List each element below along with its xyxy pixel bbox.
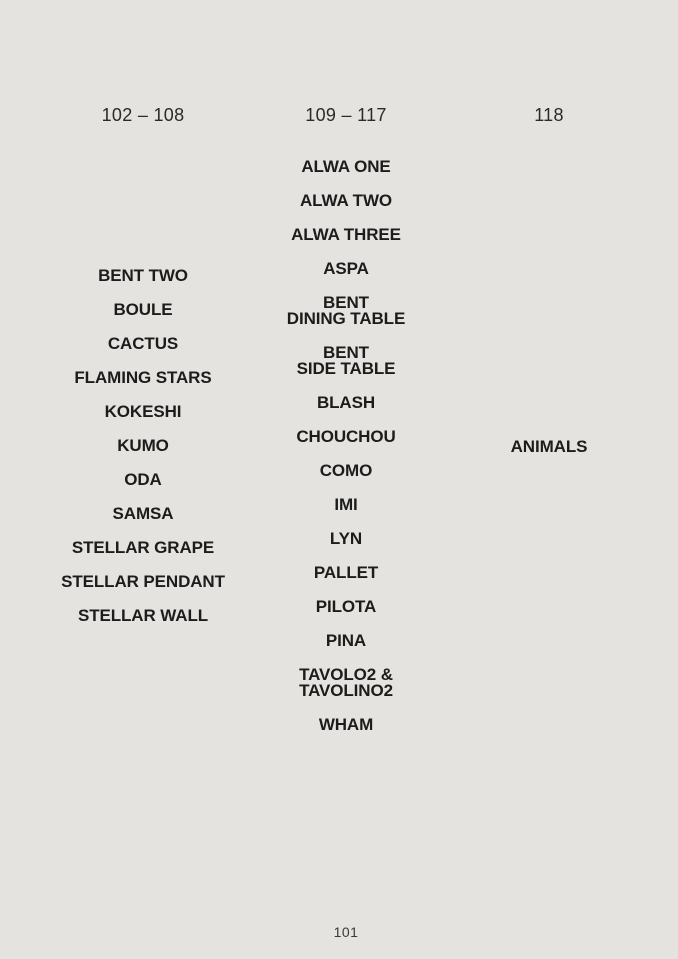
product-item[interactable]: KUMO xyxy=(117,436,169,455)
page-range-heading: 109 – 117 xyxy=(305,105,387,125)
product-item[interactable]: ODA xyxy=(124,470,162,489)
product-item[interactable]: BOULE xyxy=(113,300,173,319)
product-item[interactable]: BENT SIDE TABLE xyxy=(296,343,396,378)
product-item[interactable]: LYN xyxy=(329,529,363,548)
product-item[interactable]: BENT DINING TABLE xyxy=(286,293,406,328)
product-item[interactable]: CACTUS xyxy=(107,334,179,353)
product-item[interactable]: ANIMALS xyxy=(510,437,588,456)
product-item[interactable]: COMO xyxy=(319,461,373,480)
product-item[interactable]: ASPA xyxy=(323,259,369,278)
product-item[interactable]: WHAM xyxy=(318,715,374,734)
product-item[interactable]: ALWA ONE xyxy=(301,157,391,176)
product-item[interactable]: CHOUCHOU xyxy=(296,427,396,446)
page-number: 101 xyxy=(333,924,359,940)
page-range-heading: 102 – 108 xyxy=(101,105,185,125)
product-item[interactable]: PILOTA xyxy=(315,597,377,616)
page-range-heading: 118 xyxy=(534,105,564,125)
product-item[interactable]: SAMSA xyxy=(112,504,174,523)
product-item[interactable]: BLASH xyxy=(316,393,376,412)
product-item[interactable]: IMI xyxy=(334,495,358,514)
product-item[interactable]: BENT TWO xyxy=(98,266,188,285)
product-item[interactable]: TAVOLO2 & TAVOLINO2 xyxy=(299,665,393,700)
product-item[interactable]: ALWA THREE xyxy=(291,225,401,244)
product-item[interactable]: STELLAR PENDANT xyxy=(61,572,225,591)
product-item[interactable]: STELLAR GRAPE xyxy=(71,538,215,557)
product-item[interactable]: KOKESHI xyxy=(104,402,182,421)
product-list xyxy=(429,439,669,473)
product-item[interactable]: PINA xyxy=(325,631,367,650)
product-item[interactable]: FLAMING STARS xyxy=(74,368,212,387)
product-item[interactable]: ALWA TWO xyxy=(299,191,393,210)
product-item[interactable]: STELLAR WALL xyxy=(77,606,209,625)
product-item[interactable]: PALLET xyxy=(313,563,379,582)
